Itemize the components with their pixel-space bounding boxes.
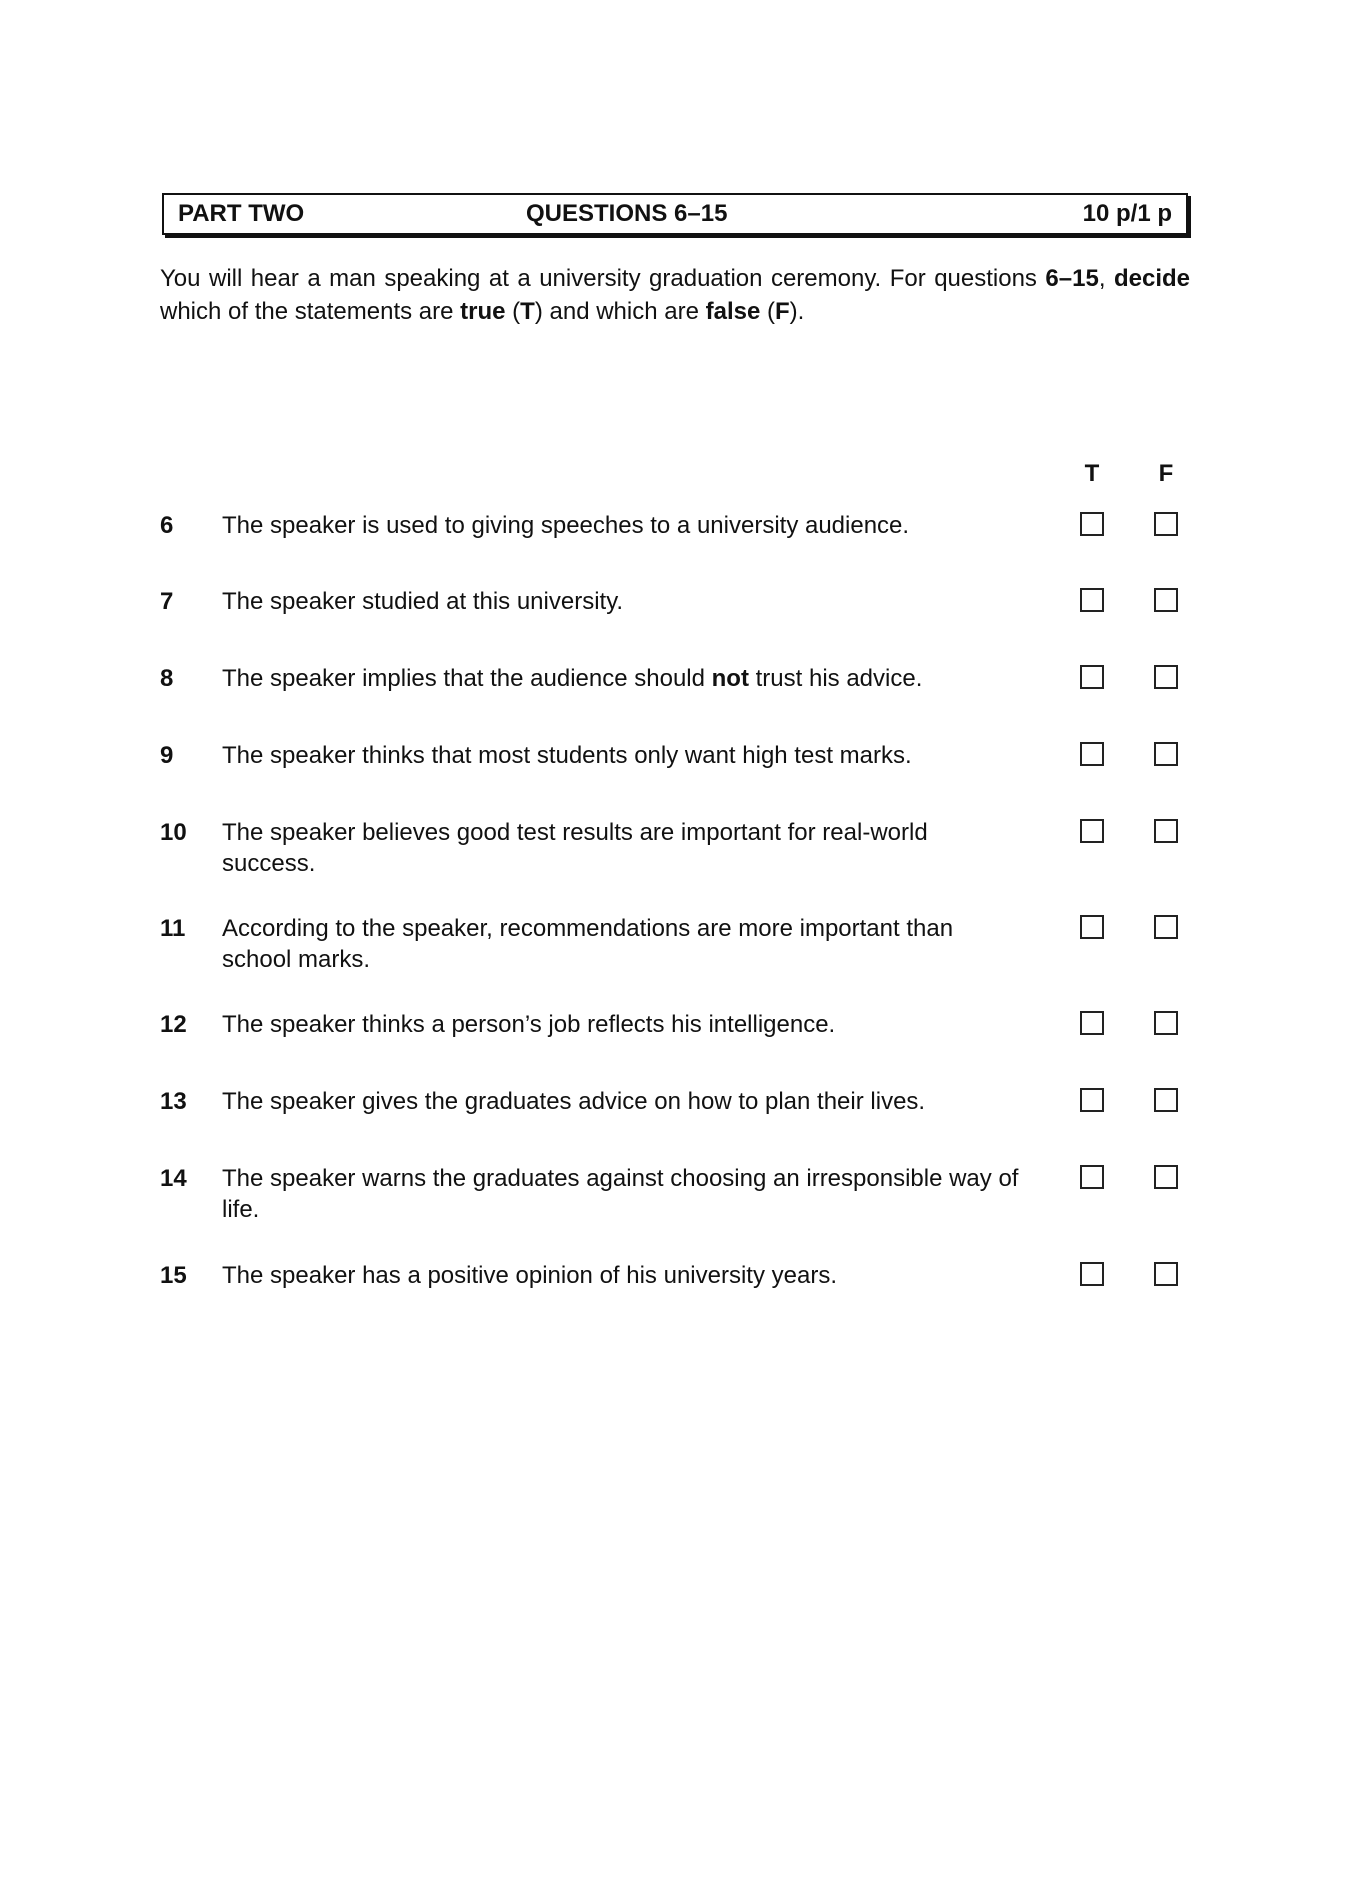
question-6-false-checkbox[interactable] xyxy=(1154,512,1178,536)
question-text: According to the speaker, recommendations are more important than school marks. xyxy=(222,915,954,973)
points-label: 10 p/1 p xyxy=(1082,200,1172,227)
question-text xyxy=(222,663,1022,694)
question-number: 11 xyxy=(160,915,186,942)
question-14-true-checkbox[interactable] xyxy=(1080,1165,1104,1189)
question-text-part: The speaker implies that the audience should xyxy=(222,665,712,692)
question-9-true-checkbox[interactable] xyxy=(1080,742,1104,766)
instructions-bold: T xyxy=(520,298,535,325)
question-9-false-checkbox[interactable] xyxy=(1154,742,1178,766)
question-number: 6 xyxy=(160,512,174,539)
question-number: 15 xyxy=(160,1262,187,1289)
question-number: 8 xyxy=(160,665,174,692)
question-11-true-checkbox[interactable] xyxy=(1080,915,1104,939)
section-header xyxy=(162,193,1188,235)
instructions-text: ( xyxy=(505,298,521,325)
question-number: 14 xyxy=(160,1165,187,1192)
questions-range-label: QUESTIONS 6–15 xyxy=(526,200,728,227)
question-number: 7 xyxy=(160,588,174,615)
question-7-true-checkbox[interactable] xyxy=(1080,588,1104,612)
instructions-bold: true xyxy=(460,298,506,325)
true-column-header: T xyxy=(1084,460,1100,487)
question-text: The speaker has a positive opinion of his university years. xyxy=(222,1262,837,1289)
question-number: 12 xyxy=(160,1011,187,1038)
instructions-text: which of the statements are xyxy=(160,298,461,325)
question-10-true-checkbox[interactable] xyxy=(1080,819,1104,843)
question-number: 13 xyxy=(160,1088,187,1115)
instructions-bold: 6–15 xyxy=(1045,265,1099,292)
instructions-text: ). xyxy=(789,298,805,325)
question-10-false-checkbox[interactable] xyxy=(1154,819,1178,843)
question-text: The speaker studied at this university. xyxy=(222,588,624,615)
instructions-bold: decide xyxy=(1113,265,1190,292)
question-text-bold: not xyxy=(711,665,749,692)
false-column-header: F xyxy=(1158,460,1174,487)
instructions-text: ) and which are xyxy=(534,298,706,325)
question-text: The speaker gives the graduates advice on how to plan their lives. xyxy=(222,1088,926,1115)
question-6-true-checkbox[interactable] xyxy=(1080,512,1104,536)
instructions-text: You will hear a man speaking at a university graduation ceremony. For questions xyxy=(160,265,1046,292)
question-7-false-checkbox[interactable] xyxy=(1154,588,1178,612)
question-text: The speaker is used to giving speeches to a university audience. xyxy=(222,512,910,539)
question-text: The speaker thinks that most students only want high test marks. xyxy=(222,742,912,769)
instructions-bold: false xyxy=(705,298,761,325)
instructions xyxy=(160,262,1190,328)
part-label: PART TWO xyxy=(178,200,305,227)
instructions-text: , xyxy=(1098,265,1114,292)
question-15-true-checkbox[interactable] xyxy=(1080,1262,1104,1286)
question-text: The speaker thinks a person’s job reflects his intelligence. xyxy=(222,1011,836,1038)
question-text-part: trust his advice. xyxy=(748,665,923,692)
instructions-bold: F xyxy=(774,298,790,325)
question-14-false-checkbox[interactable] xyxy=(1154,1165,1178,1189)
question-number: 10 xyxy=(160,819,187,846)
instructions-text: ( xyxy=(760,298,775,325)
question-8-true-checkbox[interactable] xyxy=(1080,665,1104,689)
question-13-true-checkbox[interactable] xyxy=(1080,1088,1104,1112)
question-11-false-checkbox[interactable] xyxy=(1154,915,1178,939)
question-8-false-checkbox[interactable] xyxy=(1154,665,1178,689)
question-number: 9 xyxy=(160,742,174,769)
question-12-true-checkbox[interactable] xyxy=(1080,1011,1104,1035)
question-12-false-checkbox[interactable] xyxy=(1154,1011,1178,1035)
question-15-false-checkbox[interactable] xyxy=(1154,1262,1178,1286)
question-text: The speaker warns the graduates against choosing an irresponsible way of life. xyxy=(222,1165,1019,1223)
question-13-false-checkbox[interactable] xyxy=(1154,1088,1178,1112)
question-text: The speaker believes good test results are important for real-world success. xyxy=(222,819,928,877)
